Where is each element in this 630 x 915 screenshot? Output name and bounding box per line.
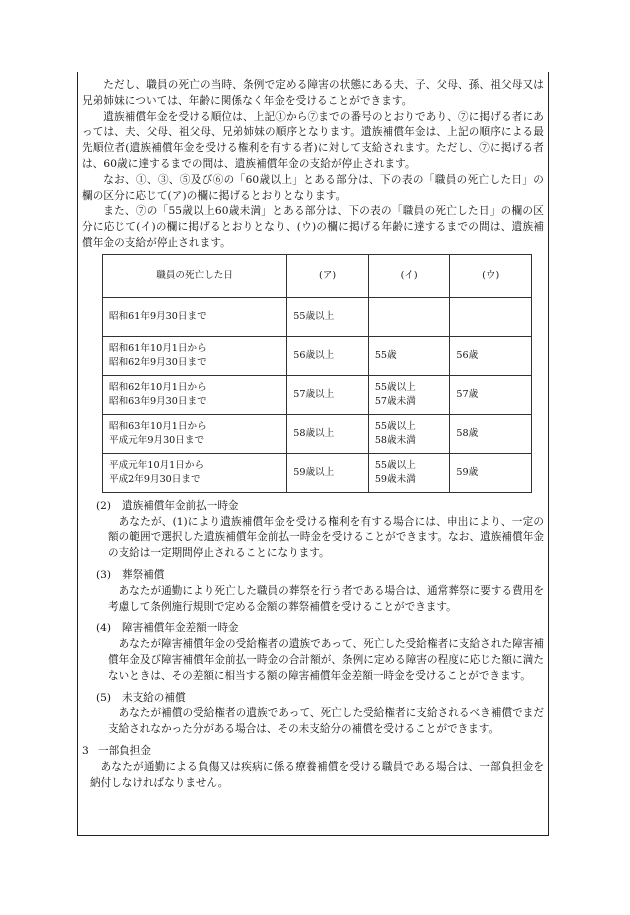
table-cell-date <box>103 297 287 336</box>
table-header-a: (ア) <box>287 254 369 297</box>
section-title: 障害補償年金差額一時金 <box>122 622 239 635</box>
table-cell-c: 59歳 <box>450 453 532 492</box>
table-cell-b <box>368 297 450 336</box>
table-cell-a: 55歳以上 <box>287 297 369 336</box>
section-4 <box>82 621 544 684</box>
date-line: 平成2年9月30日まで <box>109 473 201 485</box>
table-cell-c: 57歳 <box>450 375 532 414</box>
table-cell-c <box>450 297 532 336</box>
table-cell-b <box>368 336 450 375</box>
table-cell-c: 56歳 <box>450 336 532 375</box>
b-line: 58歳未満 <box>374 434 416 446</box>
b-line: 59歳未満 <box>374 473 416 485</box>
b-line: 55歳 <box>374 349 397 361</box>
date-line: 昭和63年10月1日から <box>109 420 207 432</box>
top-section-heading <box>82 744 544 760</box>
b-line: 57歳未満 <box>374 395 416 407</box>
table-cell-b <box>368 414 450 453</box>
table-row <box>103 375 532 414</box>
top-section-number: 3 <box>82 744 89 757</box>
table-header-date: 職員の死亡した日 <box>103 254 287 297</box>
table-cell-date <box>103 453 287 492</box>
top-section-body: あなたが通勤による負傷又は疾病に係る療養補償を受ける職員である場合は、一部負担金を納付しなければなりません。 <box>90 760 544 789</box>
top-section-title: 一部負担金 <box>98 744 151 757</box>
table-cell-date <box>103 375 287 414</box>
table-cell-date <box>103 336 287 375</box>
intro-paragraph-1: ただし、職員の死亡の当時、条例で定める障害の状態にある夫、子、父母、孫、祖父母又は兄弟姉妹については、年齢に関係なく年金を受けることができます。 <box>82 79 544 107</box>
table-cell-b <box>368 375 450 414</box>
table-cell-a: 56歳以上 <box>287 336 369 375</box>
section-body: あなたが通勤により死亡した職員の葬祭を行う者である場合は、通常葬祭に要する費用を考慮して条例施行規則で定める金額の葬祭補償を受けることができます。 <box>108 584 544 613</box>
date-line: 昭和63年9月30日まで <box>109 395 207 407</box>
table-cell-b <box>368 453 450 492</box>
b-line: 55歳以上 <box>374 420 416 432</box>
table-row <box>103 414 532 453</box>
date-line: 昭和62年9月30日まで <box>109 356 207 368</box>
date-line: 平成元年9月30日まで <box>109 434 205 446</box>
intro-paragraph-4: また、⑦の「55歳以上60歳未満」とある部分は、下の表の「職員の死亡した日」の欄の区分に応じて(イ)の欄に掲げるとおりとなり、(ウ)の欄に掲げる年齢に達するまでの間は、遺族補償年金の支給が停止されます。 <box>82 205 544 249</box>
date-line: 昭和62年10月1日から <box>109 381 207 393</box>
table-header-b: (イ) <box>368 254 450 297</box>
age-table <box>102 254 532 493</box>
table-cell-c: 58歳 <box>450 414 532 453</box>
section-body: あなたが補償の受給権者の遺族であって、死亡した受給権者に支給されるべき補償でまだ支給されなかった分がある場合は、その未支給分の補償を受けることができます。 <box>108 707 544 736</box>
table-cell-a: 59歳以上 <box>287 453 369 492</box>
section-number: (4) <box>96 622 112 635</box>
section-number: (2) <box>96 499 112 512</box>
date-line: 平成元年10月1日から <box>109 459 205 471</box>
table-header-row <box>103 254 532 297</box>
section-heading <box>82 691 544 707</box>
table-row <box>103 297 532 336</box>
section-heading <box>82 499 544 515</box>
section-3 <box>82 568 544 615</box>
section-heading <box>82 568 544 584</box>
b-line: 55歳以上 <box>374 459 416 471</box>
b-line: 55歳以上 <box>374 381 416 393</box>
table-row <box>103 453 532 492</box>
section-5 <box>82 691 544 738</box>
section-number: (3) <box>96 568 112 581</box>
section-title: 未支給の補償 <box>122 691 186 704</box>
document-body <box>82 78 544 791</box>
table-header-c: (ウ) <box>450 254 532 297</box>
section-body: あなたが障害補償年金の受給権者の遺族であって、死亡した受給権者に支給された障害補償年金及び障害補償年金前払一時金の合計額が、条例に定める障害の程度に応じた額に満たないときは、その差額に相当する額の障害補償年金差額一時金を受けることができます。 <box>108 638 544 682</box>
date-line: 昭和61年9月30日まで <box>109 310 207 322</box>
table-cell-a: 57歳以上 <box>287 375 369 414</box>
date-line: 昭和61年10月1日から <box>109 342 207 354</box>
section-title: 遺族補償年金前払一時金 <box>122 499 239 512</box>
top-section <box>82 744 544 791</box>
table-cell-a: 58歳以上 <box>287 414 369 453</box>
intro-paragraph-2: 遺族補償年金を受ける順位は、上記①から⑦までの番号のとおりであり、⑦に掲げる者にあっては、夫、父母、祖父母、兄弟姉妹の順序となります。遺族補償年金は、上記の順序による最先順位者(遺族補償年金を受ける権利を有する者)に対して支給されます。ただし、⑦に掲げる者は、60歳に達するまでの間は、遺族補償年金の支給が停止されます。 <box>82 110 544 170</box>
section-2 <box>82 499 544 562</box>
table-row <box>103 336 532 375</box>
section-title: 葬祭補償 <box>122 568 165 581</box>
section-heading <box>82 621 544 637</box>
table-cell-date <box>103 414 287 453</box>
section-body: あなたが、(1)により遺族補償年金を受ける権利を有する場合には、申出により、一定の額の範囲で選択した遺族補償年金前払一時金を受けることができます。なお、遺族補償年金の支給は一定期間停止されることになります。 <box>108 515 544 560</box>
section-number: (5) <box>96 691 112 704</box>
intro-paragraph-3: なお、①、③、⑤及び⑥の「60歳以上」とある部分は、下の表の「職員の死亡した日」の欄の区分に応じて(ア)の欄に掲げるとおりとなります。 <box>82 173 544 202</box>
